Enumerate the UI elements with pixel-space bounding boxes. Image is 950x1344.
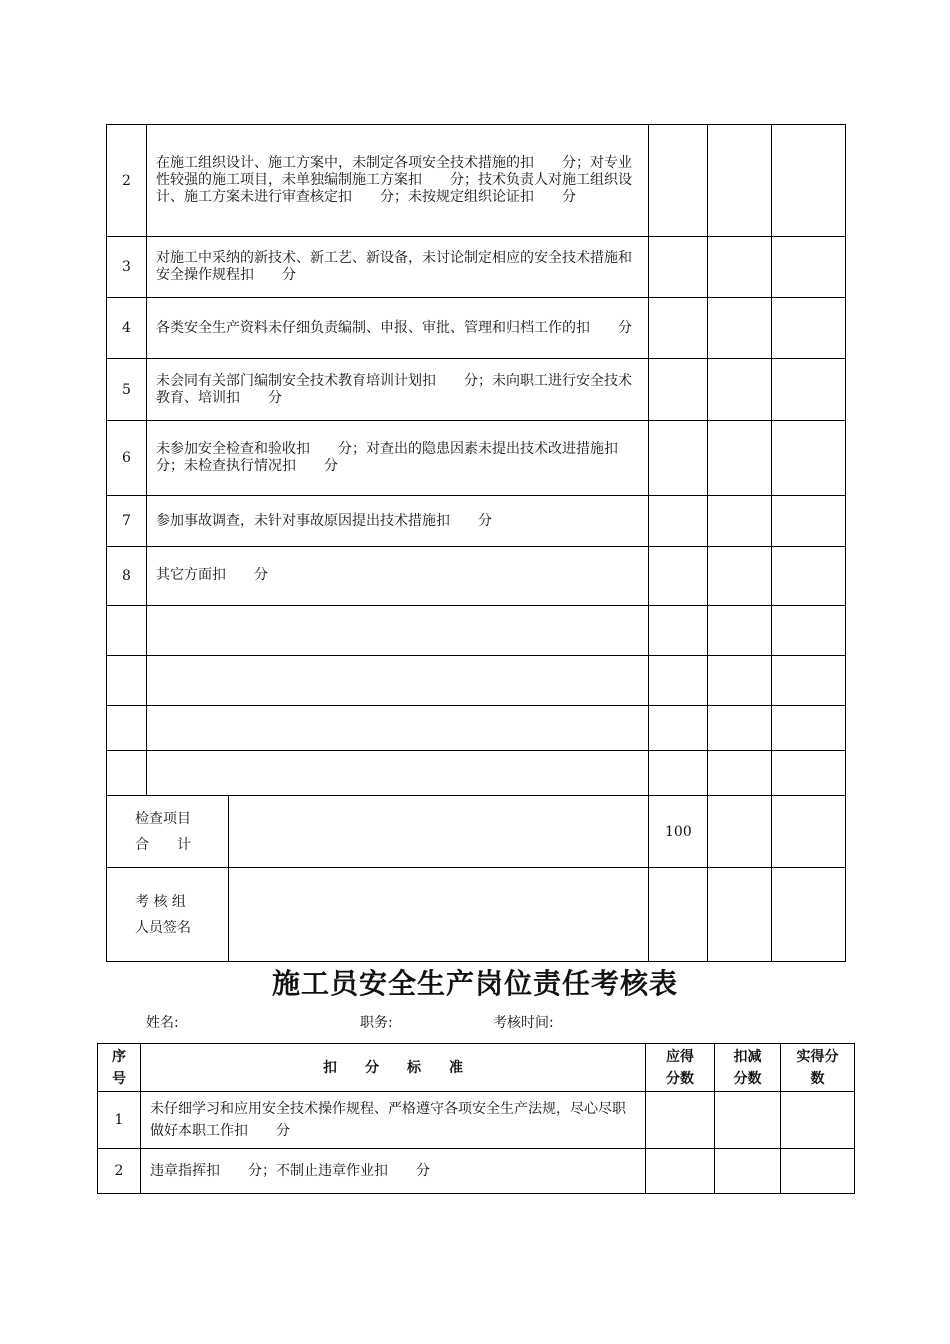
actual-score-cell[interactable]	[772, 298, 846, 359]
header-seq-line1: 序	[112, 1048, 126, 1065]
actual-score-cell[interactable]	[772, 125, 846, 237]
table-row	[107, 496, 846, 547]
total-label-line2: 合 计	[135, 836, 191, 853]
header-due-score	[646, 1044, 715, 1092]
header-deduct-line2: 分数	[733, 1070, 762, 1087]
deduction-standard: 违章指挥扣 分；不制止违章作业扣 分	[141, 1149, 646, 1194]
row-number: 1	[98, 1092, 141, 1149]
due-score-cell[interactable]	[649, 237, 708, 298]
deduction-standard: 各类安全生产资料未仔细负责编制、申报、审批、管理和归档工作的扣 分	[147, 298, 649, 359]
deduction-standard: 对施工中采纳的新技术、新工艺、新设备，未讨论制定相应的安全技术措施和安全操作规程扣 分	[147, 237, 649, 298]
total-value: 100	[649, 796, 708, 868]
total-label	[107, 796, 229, 868]
header-actual-score	[781, 1044, 855, 1092]
header-due-line1: 应得	[666, 1048, 694, 1065]
table-row	[98, 1092, 855, 1149]
header-deduct-score	[715, 1044, 781, 1092]
assessment-table	[97, 1043, 855, 1194]
deduction-standard: 其它方面扣 分	[147, 547, 649, 606]
empty-row	[107, 606, 846, 656]
position-label: 职务:	[360, 1015, 393, 1031]
header-deduct-line1: 扣减	[733, 1048, 762, 1065]
table-row	[107, 237, 846, 298]
table-row	[107, 298, 846, 359]
total-blank-cell	[229, 796, 649, 868]
row-number: 7	[107, 496, 147, 547]
header-seq-line2: 号	[112, 1070, 126, 1087]
row-number: 5	[107, 359, 147, 421]
header-standard: 扣 分 标 准	[141, 1044, 646, 1092]
table-row	[107, 359, 846, 421]
assessment-time-label: 考核时间:	[493, 1015, 554, 1031]
table-row	[98, 1149, 855, 1194]
deduct-score-cell[interactable]	[708, 421, 772, 496]
deduct-score-cell[interactable]	[708, 237, 772, 298]
actual-score-cell[interactable]	[772, 237, 846, 298]
signature-label	[107, 868, 229, 962]
header-actual-line1: 实得分	[796, 1048, 839, 1065]
header-row	[98, 1044, 855, 1092]
deduct-score-cell[interactable]	[708, 496, 772, 547]
signature-label-line2: 人员签名	[135, 919, 191, 936]
row-number: 3	[107, 237, 147, 298]
deduct-score-cell[interactable]	[708, 298, 772, 359]
row-number: 6	[107, 421, 147, 496]
header-actual-line2: 数	[810, 1070, 825, 1087]
deduction-standard: 在施工组织设计、施工方案中，未制定各项安全技术措施的扣 分；对专业性较强的施工项目，未单独编制施工方案扣 分；技术负责人对施工组织设计、施工方案未进行审查核定扣 分；未按规定组织论证扣 分	[147, 125, 649, 237]
deduction-standard: 未会同有关部门编制安全技术教育培训计划扣 分；未向职工进行安全技术教育、培训扣 分	[147, 359, 649, 421]
table-row	[107, 547, 846, 606]
deduction-standard: 未参加安全检查和验收扣 分；对查出的隐患因素未提出技术改进措施扣 分；未检查执行情况扣 分	[147, 421, 649, 496]
due-score-cell[interactable]	[649, 547, 708, 606]
empty-row	[107, 706, 846, 751]
actual-score-cell[interactable]	[772, 547, 846, 606]
deduct-score-cell[interactable]	[715, 1149, 781, 1194]
header-due-line2: 分数	[666, 1070, 694, 1087]
due-score-cell[interactable]	[649, 298, 708, 359]
name-label: 姓名:	[146, 1015, 179, 1031]
deduction-standard: 参加事故调查，未针对事故原因提出技术措施扣 分	[147, 496, 649, 547]
actual-score-cell[interactable]	[772, 496, 846, 547]
total-deduct-cell[interactable]	[708, 796, 772, 868]
form-title: 施工员安全生产岗位责任考核表	[271, 967, 678, 1000]
signature-label-line1: 考 核 组	[135, 893, 186, 910]
deduct-score-cell[interactable]	[715, 1092, 781, 1149]
actual-score-cell[interactable]	[781, 1092, 855, 1149]
deduct-score-cell[interactable]	[708, 547, 772, 606]
due-score-cell[interactable]	[649, 359, 708, 421]
signature-row	[107, 868, 846, 962]
empty-row	[107, 656, 846, 706]
deduct-score-cell[interactable]	[708, 125, 772, 237]
due-score-cell[interactable]	[649, 125, 708, 237]
table-row	[107, 421, 846, 496]
header-seq	[98, 1044, 141, 1092]
actual-score-cell[interactable]	[772, 359, 846, 421]
actual-score-cell[interactable]	[781, 1149, 855, 1194]
row-number: 4	[107, 298, 147, 359]
due-score-cell[interactable]	[649, 496, 708, 547]
total-actual-cell[interactable]	[772, 796, 846, 868]
row-number: 2	[98, 1149, 141, 1194]
table-row	[107, 125, 846, 237]
due-score-cell[interactable]	[649, 421, 708, 496]
empty-row	[107, 751, 846, 796]
deduct-score-cell[interactable]	[708, 359, 772, 421]
row-number: 2	[107, 125, 147, 237]
signature-field[interactable]	[229, 868, 649, 962]
due-score-cell[interactable]	[646, 1149, 715, 1194]
deduction-standard: 未仔细学习和应用安全技术操作规程、严格遵守各项安全生产法规，尽心尽职做好本职工作扣 分	[141, 1092, 646, 1149]
assessment-table-continued	[106, 124, 846, 962]
actual-score-cell[interactable]	[772, 421, 846, 496]
row-number: 8	[107, 547, 147, 606]
due-score-cell[interactable]	[646, 1092, 715, 1149]
total-label-line1: 检查项目	[135, 810, 191, 827]
total-row	[107, 796, 846, 868]
